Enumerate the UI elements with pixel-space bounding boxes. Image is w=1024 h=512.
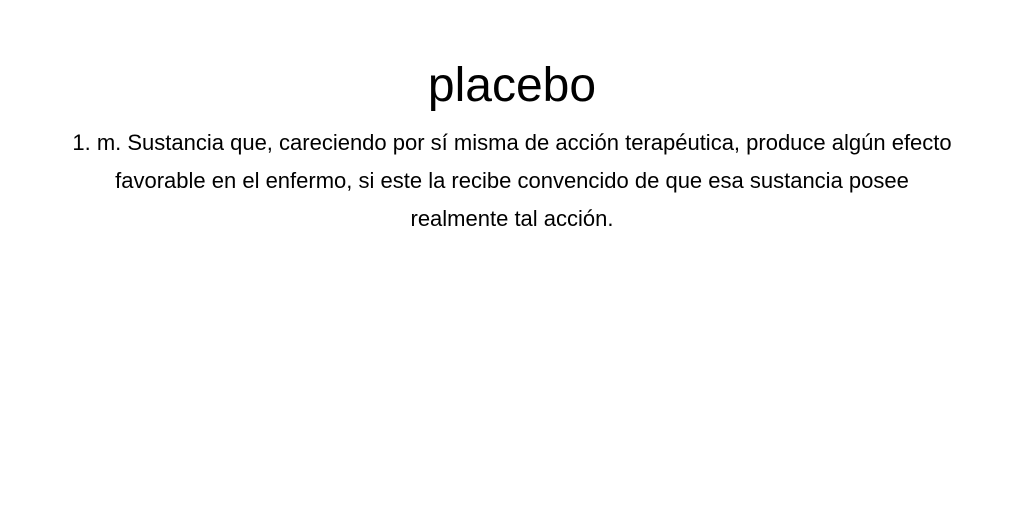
entry-definition: 1. m. Sustancia que, careciendo por sí misma de acción terapéutica, produce algún efecto favorable en el enfermo, si este la recibe convencido de que esa sustancia posee realmente tal acción. [72, 130, 952, 231]
dictionary-entry [0, 56, 1024, 238]
entry-headword: placebo [427, 59, 597, 112]
